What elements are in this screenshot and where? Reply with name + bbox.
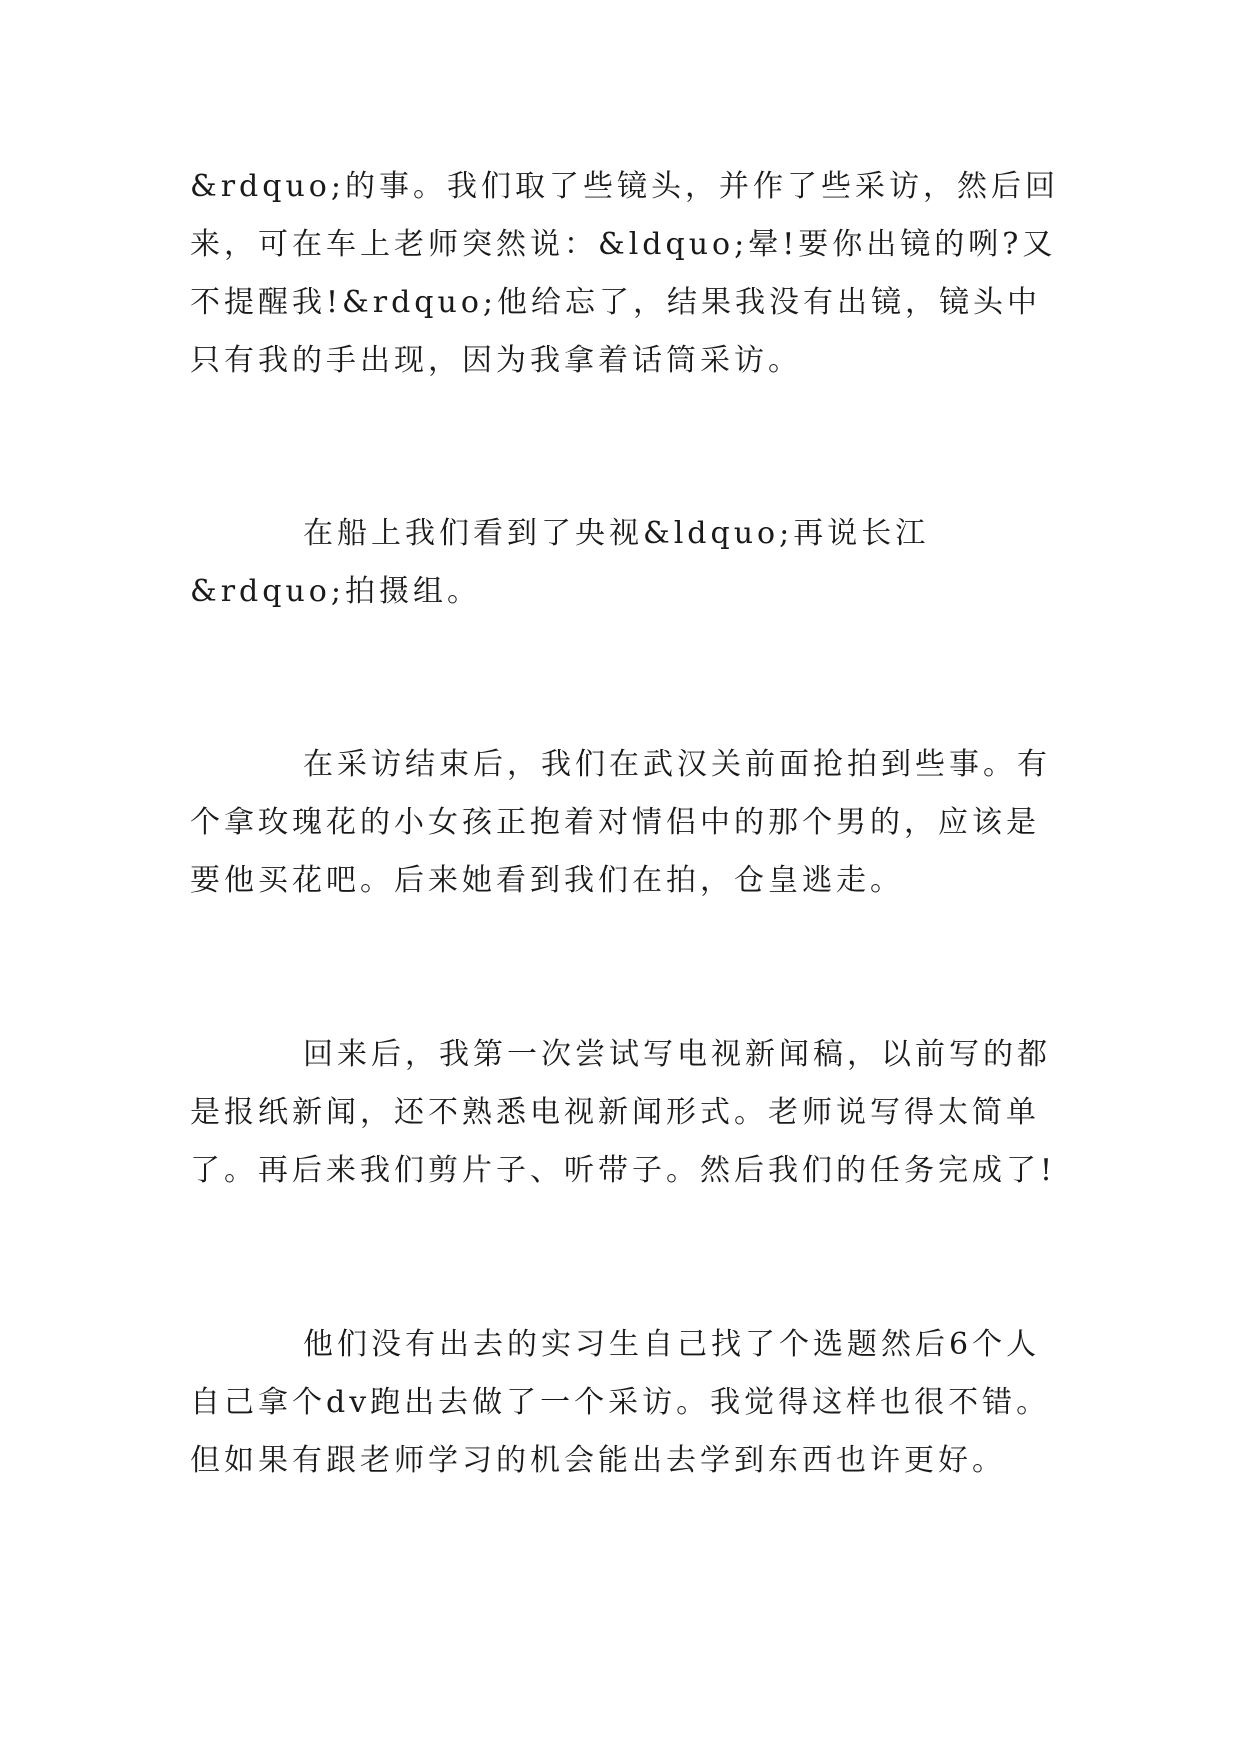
paragraph-other-interns: 他们没有出去的实习生自己找了个选题然后6个人自己拿个dv跑出去做了一个采访。我觉得这样也很不错。但如果有跟老师学习的机会能出去学到东西也许更好。 — [190, 1327, 1051, 1478]
paragraph-flower-girl: 在采访结束后，我们在武汉关前面抢拍到些事。有个拿玫瑰花的小女孩正抱着对情侣中的那个男的，应该是要他买花吧。后来她看到我们在拍，仓皇逃走。 — [190, 747, 1051, 898]
paragraph-news-script: 回来后，我第一次尝试写电视新闻稿，以前写的都是报纸新闻，还不熟悉电视新闻形式。老师说写得太简单了。再后来我们剪片子、听带子。然后我们的任务完成了! — [190, 1037, 1057, 1188]
paragraph-continuation: &rdquo;的事。我们取了些镜头，并作了些采访，然后回来，可在车上老师突然说：&ldquo;晕!要你出镜的咧?又不提醒我!&rdquo;他给忘了，结果我没有出镜，镜头中只有我的手出现，因为我拿着话筒采访。 — [190, 169, 1059, 378]
paragraph-film-crew: 在船上我们看到了央视&ldquo;再说长江&rdquo;拍摄组。 — [190, 516, 930, 609]
